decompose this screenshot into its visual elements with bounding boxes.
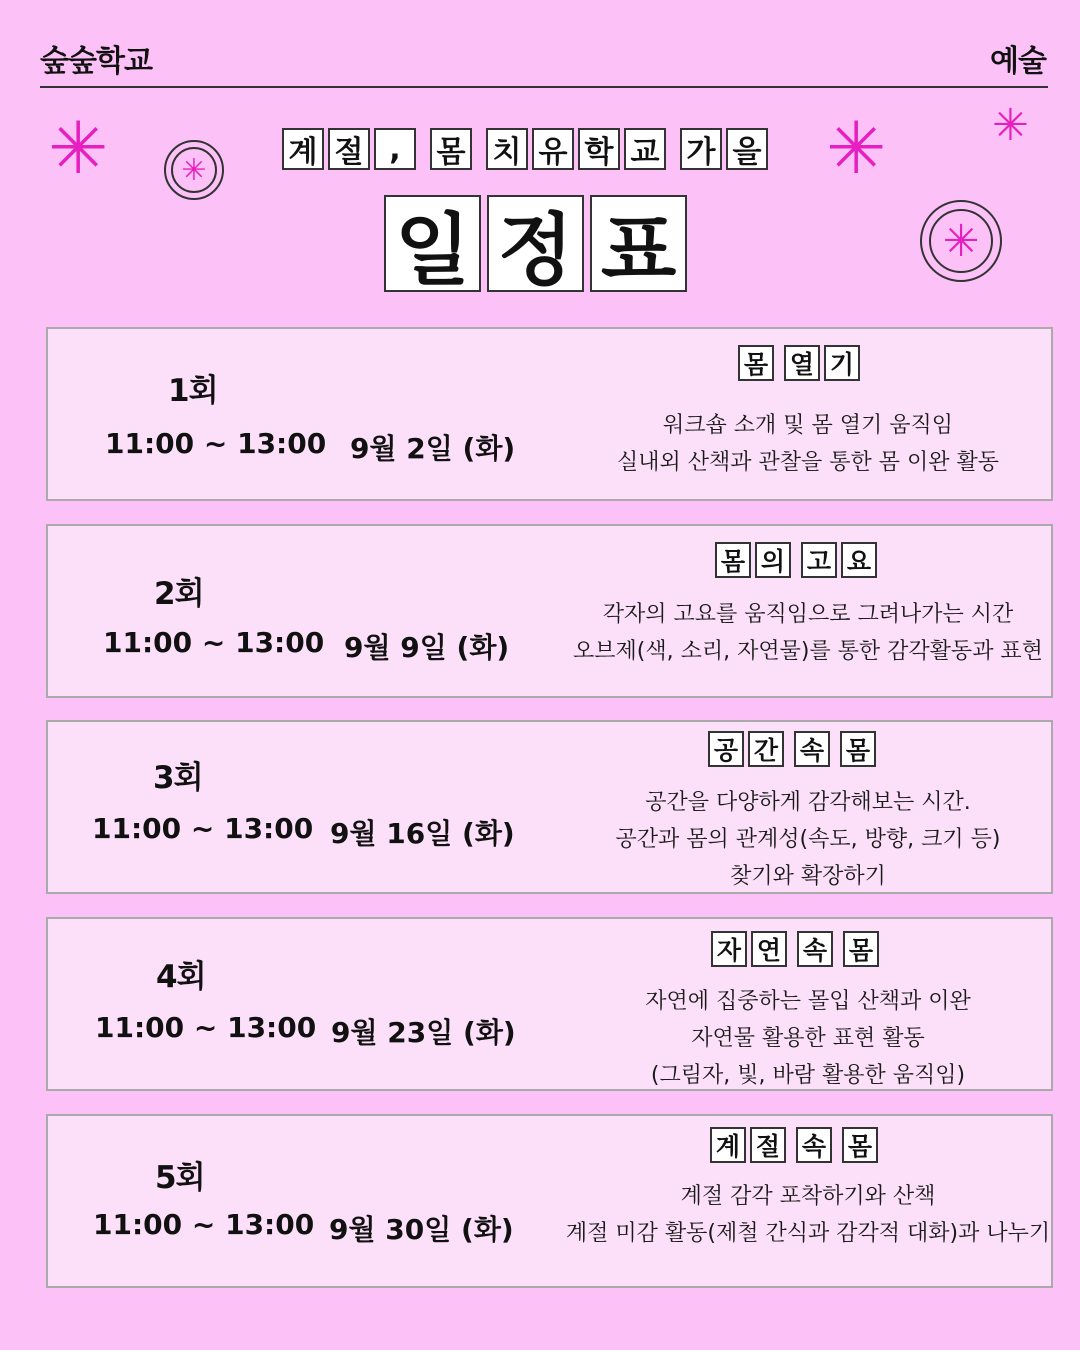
theme-char: 공 xyxy=(708,731,744,767)
theme-word xyxy=(710,1127,786,1163)
title-char: 표 xyxy=(590,195,687,292)
description-line: 실내외 산책과 관찰을 통한 몸 이완 활동 xyxy=(617,450,999,475)
asterisk-icon: ✳ xyxy=(929,209,993,273)
description-line: 계절 미감 활동(제철 간식과 감각적 대화)과 나누기 xyxy=(565,1221,1051,1246)
description-line: 찾기와 확장하기 xyxy=(730,864,886,889)
page-title xyxy=(384,195,687,296)
session-number: 2회 xyxy=(154,576,204,612)
theme-char: 의 xyxy=(755,542,791,578)
session-date: 9월 16일 (화) xyxy=(330,817,515,850)
session-card xyxy=(46,720,1053,894)
session-description xyxy=(558,784,1058,895)
session-number: 4회 xyxy=(156,959,206,995)
theme-char: 자 xyxy=(711,931,747,967)
subtitle-char: 절 xyxy=(328,128,370,170)
subtitle xyxy=(282,128,768,170)
session-description xyxy=(558,983,1058,1094)
description-line: 자연에 집중하는 몰입 산책과 이완 xyxy=(645,989,971,1014)
theme-char: 요 xyxy=(841,542,877,578)
subtitle-char: 교 xyxy=(624,128,666,170)
subtitle-char: 계 xyxy=(282,128,324,170)
theme-char: 고 xyxy=(801,542,837,578)
session-number: 5회 xyxy=(155,1160,205,1196)
session-number: 3회 xyxy=(153,760,203,796)
asterisk-icon: ✳ xyxy=(826,106,887,190)
theme-char: 속 xyxy=(797,931,833,967)
header-divider xyxy=(40,86,1048,88)
subtitle-char: 가 xyxy=(680,128,722,170)
session-theme xyxy=(711,931,879,967)
theme-word xyxy=(784,345,860,381)
session-theme xyxy=(738,345,860,381)
theme-word xyxy=(708,731,784,767)
asterisk-badge-icon xyxy=(164,140,224,200)
theme-char: 간 xyxy=(748,731,784,767)
subtitle-word xyxy=(430,128,472,170)
description-line: 공간을 다양하게 감각해보는 시간. xyxy=(645,790,971,815)
session-description xyxy=(558,1178,1058,1252)
session-date: 9월 9일 (화) xyxy=(344,631,510,664)
session-time: 11:00 ~ 13:00 xyxy=(105,427,327,460)
session-time: 11:00 ~ 13:00 xyxy=(92,812,314,845)
session-description xyxy=(558,596,1058,670)
session-card xyxy=(46,1114,1053,1288)
subtitle-char: 학 xyxy=(578,128,620,170)
theme-char: 절 xyxy=(750,1127,786,1163)
theme-char: 속 xyxy=(796,1127,832,1163)
theme-char: 몸 xyxy=(840,731,876,767)
description-line: 공간과 몸의 관계성(속도, 방향, 크기 등) xyxy=(615,827,1001,852)
description-line: 계절 감각 포착하기와 산책 xyxy=(680,1184,936,1209)
theme-word xyxy=(715,542,791,578)
theme-word xyxy=(794,731,830,767)
theme-char: 속 xyxy=(794,731,830,767)
session-card xyxy=(46,327,1053,501)
theme-char: 열 xyxy=(784,345,820,381)
session-number: 1회 xyxy=(168,373,218,409)
subtitle-char: 유 xyxy=(532,128,574,170)
session-time: 11:00 ~ 13:00 xyxy=(93,1208,315,1241)
asterisk-icon: ✳ xyxy=(171,147,217,193)
theme-char: 기 xyxy=(824,345,860,381)
description-line: (그림자, 빛, 바람 활용한 움직임) xyxy=(650,1063,966,1088)
theme-word xyxy=(797,931,833,967)
description-line: 워크숍 소개 및 몸 열기 움직임 xyxy=(663,413,953,438)
session-theme xyxy=(710,1127,878,1163)
session-description xyxy=(558,407,1058,481)
theme-word xyxy=(738,345,774,381)
session-date: 9월 2일 (화) xyxy=(350,432,516,465)
description-line: 자연물 활용한 표현 활동 xyxy=(691,1026,925,1051)
theme-word xyxy=(796,1127,832,1163)
title-char: 정 xyxy=(487,195,584,292)
theme-char: 몸 xyxy=(738,345,774,381)
theme-word xyxy=(801,542,877,578)
session-card xyxy=(46,524,1053,698)
category-label: 예술 xyxy=(990,44,1046,79)
asterisk-icon: ✳ xyxy=(48,106,109,190)
subtitle-word xyxy=(486,128,666,170)
subtitle-char: , xyxy=(374,128,416,170)
session-card xyxy=(46,917,1053,1091)
asterisk-badge-icon xyxy=(920,200,1002,282)
theme-char: 연 xyxy=(751,931,787,967)
theme-word xyxy=(843,931,879,967)
title-char: 일 xyxy=(384,195,481,292)
theme-word xyxy=(711,931,787,967)
theme-char: 몸 xyxy=(715,542,751,578)
theme-char: 몸 xyxy=(843,931,879,967)
session-date: 9월 23일 (화) xyxy=(331,1016,516,1049)
theme-word xyxy=(840,731,876,767)
theme-word xyxy=(842,1127,878,1163)
session-theme xyxy=(708,731,876,767)
session-theme xyxy=(715,542,877,578)
session-time: 11:00 ~ 13:00 xyxy=(95,1011,317,1044)
session-time: 11:00 ~ 13:00 xyxy=(103,626,325,659)
subtitle-char: 치 xyxy=(486,128,528,170)
asterisk-icon: ✳ xyxy=(992,100,1029,151)
theme-char: 몸 xyxy=(842,1127,878,1163)
description-line: 각자의 고요를 움직임으로 그려나가는 시간 xyxy=(602,602,1014,627)
description-line: 오브제(색, 소리, 자연물)를 통한 감각활동과 표현 xyxy=(573,639,1043,664)
theme-char: 계 xyxy=(710,1127,746,1163)
session-date: 9월 30일 (화) xyxy=(329,1213,514,1246)
subtitle-char: 몸 xyxy=(430,128,472,170)
subtitle-word xyxy=(680,128,768,170)
subtitle-char: 을 xyxy=(726,128,768,170)
school-name: 숲숲학교 xyxy=(40,44,152,79)
subtitle-word xyxy=(282,128,416,170)
